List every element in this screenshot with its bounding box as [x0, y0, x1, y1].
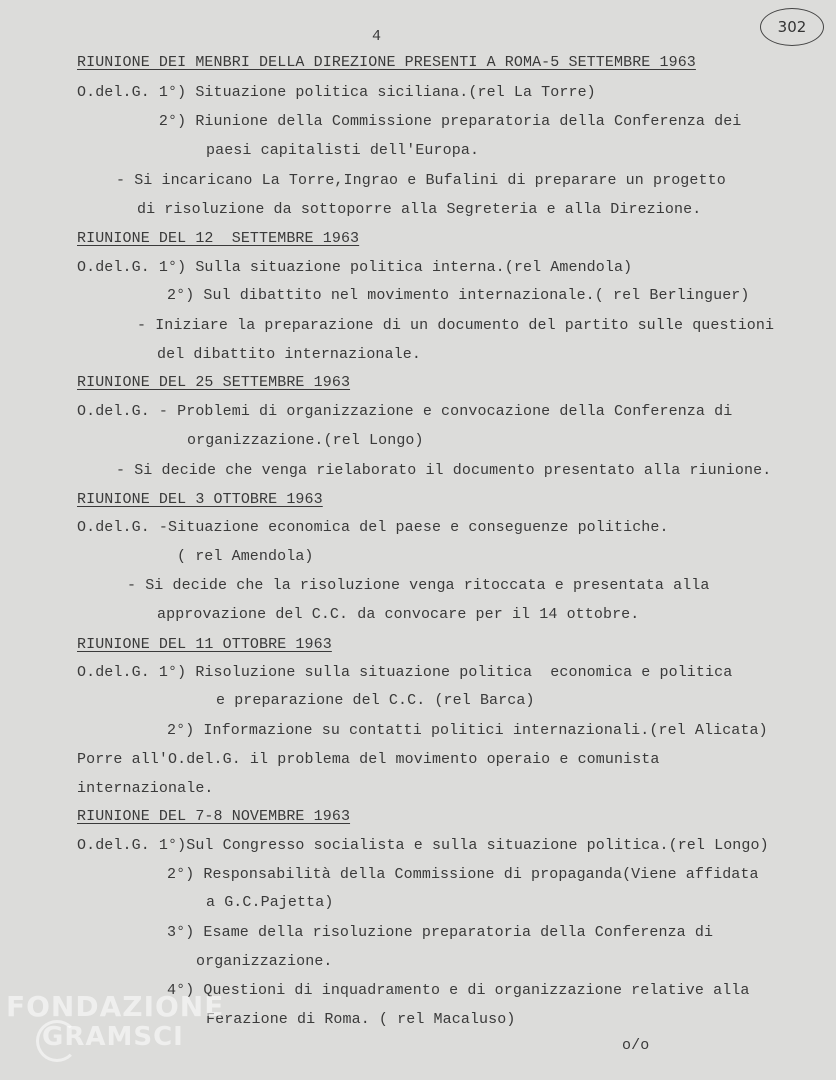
agenda-line: 2°) Sul dibattito nel movimento internazionale.( rel Berlinguer) [167, 287, 750, 304]
decision-line: del dibattito internazionale. [157, 346, 421, 363]
agenda-line: Ferazione di Roma. ( rel Macaluso) [206, 1011, 516, 1028]
page-number: 4 [372, 28, 382, 45]
agenda-line: e preparazione del C.C. (rel Barca) [216, 692, 535, 709]
heading-5-settembre: RIUNIONE DEI MENBRI DELLA DIREZIONE PRESENTI A ROMA-5 SETTEMBRE 1963 [77, 54, 696, 71]
decision-line: approvazione del C.C. da convocare per il 14 ottobre. [157, 606, 640, 623]
agenda-line: 2°) Riunione della Commissione preparatoria della Conferenza dei [77, 113, 742, 130]
agenda-line: organizzazione.(rel Longo) [187, 432, 424, 449]
note-line: internazionale. [77, 780, 214, 797]
agenda-line: 2°) Informazione su contatti politici internazionali.(rel Alicata) [167, 722, 768, 739]
heading-7-8-novembre: RIUNIONE DEL 7-8 NOVEMBRE 1963 [77, 808, 351, 825]
agenda-line: 2°) Responsabilità della Commissione di propaganda(Viene affidata [167, 866, 759, 883]
agenda-line: 3°) Esame della risoluzione preparatoria della Conferenza di [167, 924, 714, 941]
heading-3-ottobre: RIUNIONE DEL 3 OTTOBRE 1963 [77, 491, 323, 508]
agenda-line: ( rel Amendola) [177, 548, 314, 565]
agenda-line: organizzazione. [196, 953, 333, 970]
agenda-line: O.del.G. 1°)Sul Congresso socialista e sulla situazione politica.(rel Longo) [77, 837, 769, 854]
fondazione-gramsci-watermark: FONDAZIONE GRAMSCI [6, 982, 216, 1074]
archive-stamp: 302 [760, 8, 824, 46]
decision-line: - Si decide che la risoluzione venga ritoccata e presentata alla [127, 577, 710, 594]
decision-line: di risoluzione da sottoporre alla Segreteria e alla Direzione. [137, 201, 702, 218]
agenda-line: 4°) Questioni di inquadramento e di organizzazione relative alla [167, 982, 750, 999]
decision-line: - Si incaricano La Torre,Ingrao e Bufalini di preparare un progetto [116, 172, 726, 189]
decision-line: - Si decide che venga rielaborato il documento presentato alla riunione. [116, 462, 772, 479]
heading-25-settembre: RIUNIONE DEL 25 SETTEMBRE 1963 [77, 374, 351, 391]
continuation-mark: o/o [622, 1037, 650, 1054]
note-line: Porre all'O.del.G. il problema del movimento operaio e comunista [77, 751, 660, 768]
decision-line: - Iniziare la preparazione di un documento del partito sulle questioni [137, 317, 775, 334]
agenda-line: paesi capitalisti dell'Europa. [206, 142, 480, 159]
heading-12-settembre: RIUNIONE DEL 12 SETTEMBRE 1963 [77, 230, 360, 247]
agenda-line: O.del.G. - Problemi di organizzazione e convocazione della Conferenza di [77, 403, 733, 420]
agenda-line: O.del.G. 1°) Situazione politica siciliana.(rel La Torre) [77, 84, 596, 101]
agenda-line: O.del.G. 1°) Risoluzione sulla situazione politica economica e politica [77, 664, 733, 681]
agenda-line: O.del.G. -Situazione economica del paese e conseguenze politiche. [77, 519, 669, 536]
agenda-line: O.del.G. 1°) Sulla situazione politica interna.(rel Amendola) [77, 259, 633, 276]
agenda-line: a G.C.Pajetta) [206, 894, 334, 911]
heading-11-ottobre: RIUNIONE DEL 11 OTTOBRE 1963 [77, 636, 332, 653]
